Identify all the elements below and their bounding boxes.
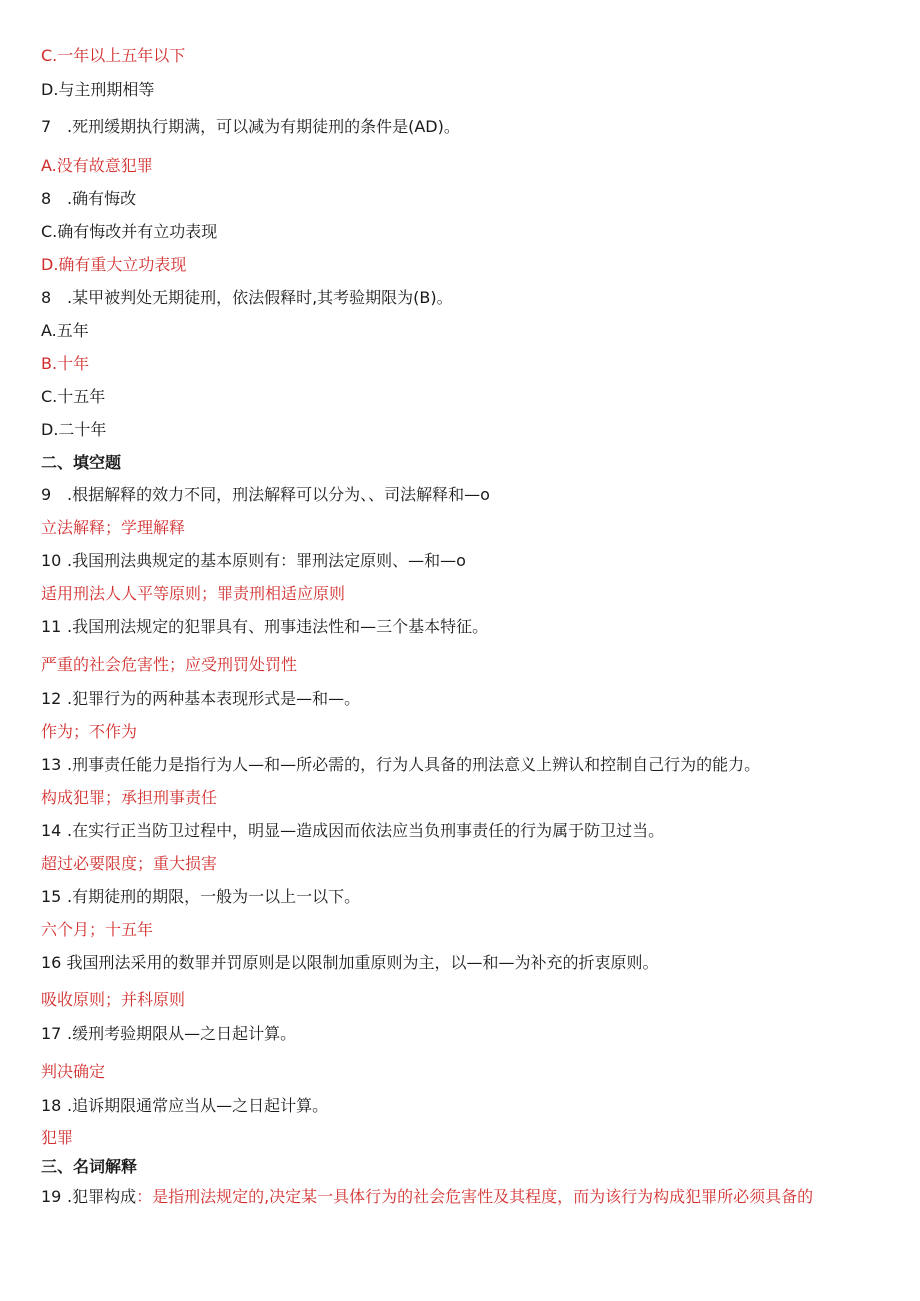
line-text: 三、名词解释 <box>41 1157 138 1176</box>
line-text: 二、填空题 <box>41 453 122 472</box>
text-line <box>41 854 217 874</box>
line-text: C.确有悔改并有立功表现 <box>41 222 218 241</box>
text-line <box>41 420 106 440</box>
text-line <box>41 189 136 209</box>
line-text: .在实行正当防卫过程中，明显—造成因而依法应当负刑事责任的行为属于防卫过当。 <box>67 821 665 840</box>
line-text: 严重的社会危害性；应受刑罚处罚性 <box>41 655 298 674</box>
line-text: 适用刑法人人平等原则；罪责刑相适应原则 <box>41 584 346 603</box>
line-text: C.十五年 <box>41 387 106 406</box>
item-number: 8 <box>41 189 52 208</box>
line-text: 立法解释；学理解释 <box>41 518 186 537</box>
line-text: .根据解释的效力不同，刑法解释可以分为、、司法解释和—o <box>67 485 490 504</box>
line-text: .刑事责任能力是指行为人—和—所必需的，行为人具备的刑法意义上辨认和控制自己行为的能力。 <box>67 755 761 774</box>
line-text: .犯罪行为的两种基本表现形式是—和—。 <box>67 689 361 708</box>
definition-text: ：是指刑法规定的,决定某一具体行为的社会危害性及其程度，而为该行为构成犯罪所必须具备的 <box>136 1187 814 1206</box>
text-line <box>41 80 154 100</box>
text-line <box>41 1062 105 1082</box>
line-text: .某甲被判处无期徒刑，依法假释时,其考验期限为(B)。 <box>67 288 453 307</box>
text-line <box>41 46 185 66</box>
text-line <box>41 117 460 137</box>
text-line <box>41 387 105 407</box>
line-text: .确有悔改 <box>67 189 137 208</box>
text-line <box>41 821 664 841</box>
item-number: 18 <box>41 1096 62 1115</box>
text-line <box>41 1024 296 1044</box>
line-text: 吸收原则；并科原则 <box>41 990 186 1009</box>
text-line <box>41 788 217 808</box>
item-number: 17 <box>41 1024 62 1043</box>
text-line <box>41 321 89 341</box>
line-text: D.二十年 <box>41 420 107 439</box>
text-line <box>41 156 153 176</box>
line-text: 作为；不作为 <box>41 722 138 741</box>
line-text: .犯罪构成 <box>67 1187 137 1206</box>
item-number: 12 <box>41 689 62 708</box>
line-text: .有期徒刑的期限，一般为一以上一以下。 <box>67 887 361 906</box>
item-number: 11 <box>41 617 62 636</box>
text-line <box>41 354 89 374</box>
line-text: 判决确定 <box>41 1062 106 1081</box>
line-text: 16 我国刑法采用的数罪并罚原则是以限制加重原则为主，以—和—为补充的折衷原则。 <box>41 953 659 972</box>
item-number: 19 <box>41 1187 62 1206</box>
line-text: A.没有故意犯罪 <box>41 156 153 175</box>
line-text: .追诉期限通常应当从—之日起计算。 <box>67 1096 329 1115</box>
line-text: C.一年以上五年以下 <box>41 46 186 65</box>
section-heading <box>41 453 121 473</box>
item-number: 7 <box>41 117 52 136</box>
item-number: 9 <box>41 485 52 504</box>
line-text: 超过必要限度；重大损害 <box>41 854 218 873</box>
line-text: B.十年 <box>41 354 90 373</box>
line-text: D.确有重大立功表现 <box>41 255 187 274</box>
text-line <box>41 755 760 775</box>
section-heading <box>41 1157 137 1177</box>
text-line <box>41 617 488 637</box>
line-text: D.与主刑期相等 <box>41 80 155 99</box>
text-line <box>41 485 490 505</box>
text-line <box>41 887 360 907</box>
text-line <box>41 920 153 940</box>
text-line <box>41 288 453 308</box>
text-line <box>41 689 360 709</box>
item-number: 10 <box>41 551 62 570</box>
text-line <box>41 1128 73 1148</box>
line-text: .我国刑法典规定的基本原则有：罪刑法定原则、—和—o <box>67 551 466 570</box>
line-text: .我国刑法规定的犯罪具有、刑事违法性和—三个基本特征。 <box>67 617 489 636</box>
line-text: 构成犯罪；承担刑事责任 <box>41 788 218 807</box>
item-number: 14 <box>41 821 62 840</box>
text-line <box>41 584 345 604</box>
item-number: 13 <box>41 755 62 774</box>
item-number: 15 <box>41 887 62 906</box>
text-line <box>41 222 217 242</box>
text-line <box>41 1187 813 1207</box>
text-line <box>41 518 185 538</box>
line-text: .缓刑考验期限从—之日起计算。 <box>67 1024 297 1043</box>
text-line <box>41 722 137 742</box>
line-text: 犯罪 <box>41 1128 74 1147</box>
text-line <box>41 1096 328 1116</box>
text-line <box>41 255 186 275</box>
text-line <box>41 953 658 973</box>
line-text: 六个月；十五年 <box>41 920 154 939</box>
text-line <box>41 551 466 571</box>
line-text: .死刑缓期执行期满，可以减为有期徒刑的条件是(AD)。 <box>67 117 460 136</box>
item-number: 8 <box>41 288 52 307</box>
line-text: A.五年 <box>41 321 89 340</box>
text-line <box>41 990 185 1010</box>
text-line <box>41 655 297 675</box>
